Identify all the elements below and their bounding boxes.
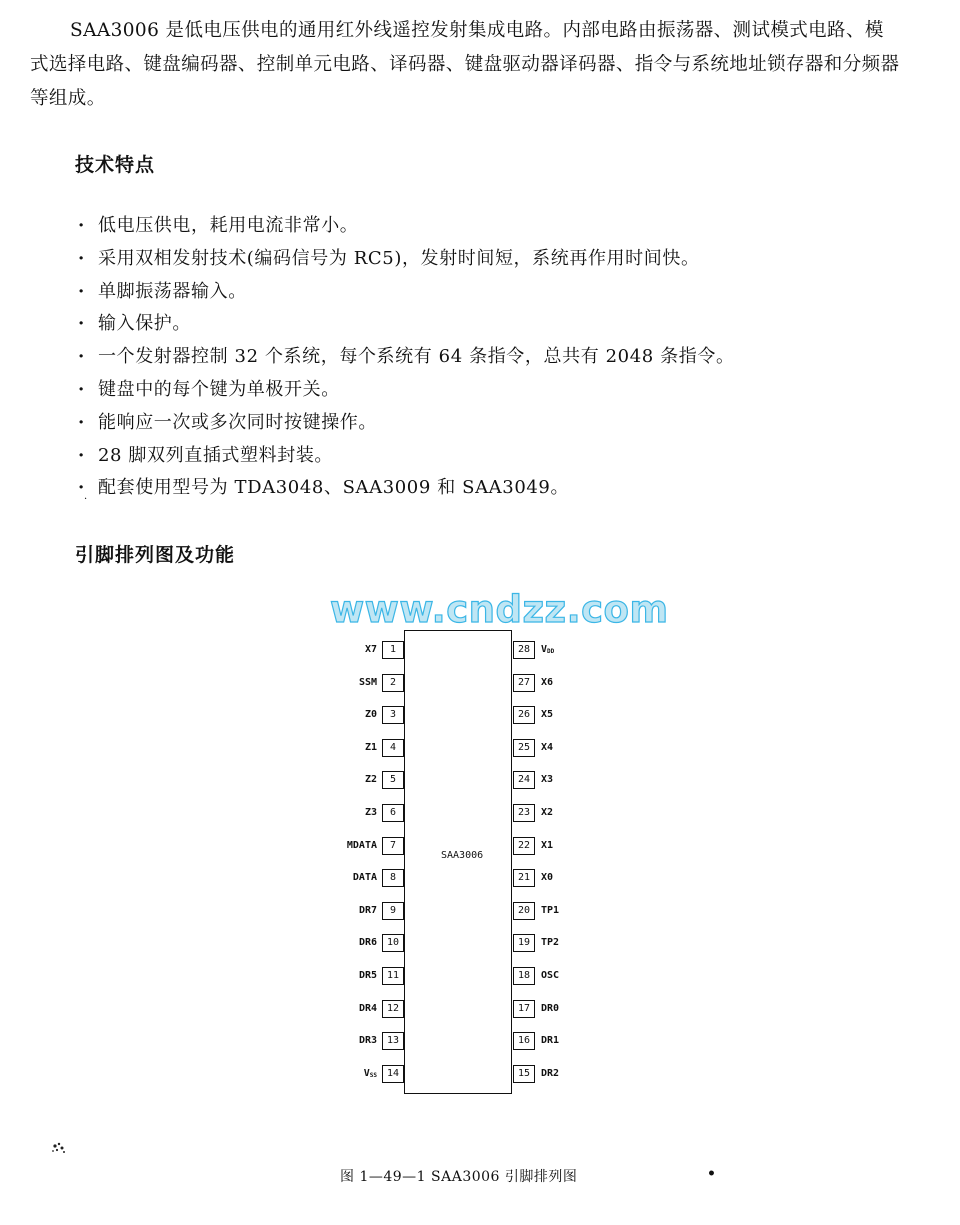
feature-text: 一个发射器控制 32 个系统，每个系统有 64 条指令，总共有 2048 条指令。 <box>98 346 735 368</box>
pin-label-subscript: SS <box>369 1071 377 1079</box>
pin-label-text: X3 <box>541 774 554 786</box>
pin-number: 26 <box>513 706 535 724</box>
pin-label <box>317 706 377 724</box>
pin-number: 17 <box>513 1000 535 1018</box>
feature-item <box>78 276 735 309</box>
feature-item <box>78 472 735 505</box>
feature-item <box>78 407 735 440</box>
pin-label-text: X0 <box>541 872 554 884</box>
pin-label-text: V <box>363 1067 370 1079</box>
pin-label <box>541 967 559 985</box>
pin-label-text: Z0 <box>364 709 377 721</box>
section-title-features: 技术特点 <box>75 154 156 176</box>
pin-label-text: DR5 <box>358 970 377 981</box>
feature-list <box>78 210 735 505</box>
pin-label <box>541 804 553 822</box>
intro-paragraph: SAA3006 是低电压供电的通用红外线遥控发射集成电路。内部电路由振荡器、测试模式电路、模式选择电路、键盘编码器、控制单元电路、译码器、键盘驱动器译码器、指令与系统地址锁存器和分频器等组成。 <box>30 20 900 109</box>
feature-text: 输入保护。 <box>98 313 191 335</box>
pin-label <box>317 967 377 985</box>
pin-label-text: OSC <box>541 970 560 981</box>
pin-label-text: MDATA <box>346 839 377 851</box>
scan-speck-icon <box>50 1140 70 1156</box>
pin-label-text: DR2 <box>541 1067 560 1079</box>
pin-label <box>317 1032 377 1050</box>
pin-label <box>541 641 554 661</box>
pin-label-text: Z1 <box>364 741 377 753</box>
pin-label-text: DR7 <box>358 904 377 916</box>
pin-label-text: DATA <box>352 872 377 884</box>
pin-label-text: DR3 <box>358 1035 377 1047</box>
pin-label-text: X5 <box>541 709 554 721</box>
pin-number: 21 <box>513 869 535 887</box>
pin-label <box>317 837 377 855</box>
pin-number: 10 <box>382 934 404 952</box>
pin-label <box>541 1065 559 1083</box>
pin-label-text: Z2 <box>364 774 377 786</box>
pin-label-text: Z3 <box>364 807 377 818</box>
pin-number: 3 <box>382 706 404 724</box>
bullet-mark: · <box>78 247 85 269</box>
pin-number: 24 <box>513 771 535 789</box>
bullet-mark: · <box>78 215 85 236</box>
caption-dot: • <box>707 1166 716 1182</box>
bullet-mark: · <box>78 378 85 400</box>
pin-label <box>317 771 377 789</box>
feature-text: 能响应一次或多次同时按键操作。 <box>98 411 377 433</box>
pin-number: 2 <box>382 674 404 692</box>
feature-item <box>78 308 735 341</box>
feature-item <box>78 440 735 473</box>
pin-label <box>317 1065 377 1085</box>
pin-number: 22 <box>513 837 535 855</box>
bullet-mark: · <box>78 280 85 302</box>
pin-number: 5 <box>382 771 404 789</box>
pin-number: 28 <box>513 641 535 659</box>
bullet-mark: · <box>78 444 85 466</box>
pin-label-text: X7 <box>364 644 377 655</box>
pin-label <box>541 674 553 692</box>
pin-label-text: X1 <box>541 839 554 851</box>
pin-number: 23 <box>513 804 535 822</box>
bullet-mark: · <box>78 477 85 499</box>
pin-label <box>317 674 377 692</box>
pin-label-text: TP1 <box>541 904 560 916</box>
figure-caption: 图 1—49—1 SAA3006 引脚排列图 <box>340 1169 578 1185</box>
pin-label <box>541 706 553 724</box>
pin-number: 16 <box>513 1032 535 1050</box>
pin-label <box>541 869 553 887</box>
pin-label <box>317 902 377 920</box>
pin-label-text: X6 <box>541 676 554 688</box>
pin-label <box>541 739 553 757</box>
feature-item <box>78 341 735 374</box>
pin-number: 20 <box>513 902 535 920</box>
pin-number: 12 <box>382 1000 404 1018</box>
feature-item <box>78 243 735 276</box>
pin-label-text: X2 <box>541 807 554 818</box>
pin-label <box>317 869 377 887</box>
pin-label-text: DR0 <box>541 1002 560 1014</box>
feature-item <box>78 374 735 407</box>
pin-label-text: V <box>541 644 548 655</box>
pin-number: 27 <box>513 674 535 692</box>
pin-number: 1 <box>382 641 404 659</box>
section-title-pinout: 引脚排列图及功能 <box>75 544 236 566</box>
pin-label-subscript: DD <box>547 648 555 655</box>
stray-dot: · <box>84 494 88 505</box>
bullet-mark: · <box>78 411 85 433</box>
pin-number: 4 <box>382 739 404 757</box>
chip-body <box>404 630 512 1094</box>
pin-label <box>317 804 377 822</box>
pin-label <box>317 641 377 659</box>
pin-label <box>541 837 553 855</box>
pin-number: 8 <box>382 869 404 887</box>
feature-text: 低电压供电，耗用电流非常小。 <box>98 215 359 236</box>
pin-label <box>541 1032 559 1050</box>
feature-item <box>78 210 735 243</box>
feature-text: 采用双相发射技术(编码信号为 RC5)，发射时间短，系统再作用时间快。 <box>98 247 700 269</box>
bullet-mark: · <box>78 313 85 335</box>
pin-label-text: DR6 <box>358 937 377 949</box>
pin-number: 18 <box>513 967 535 985</box>
feature-text: 单脚振荡器输入。 <box>98 280 247 302</box>
pin-label <box>541 902 559 920</box>
pin-label-text: TP2 <box>541 937 560 949</box>
pin-label <box>317 739 377 757</box>
feature-text: 配套使用型号为 TDA3048、SAA3009 和 SAA3049。 <box>98 477 570 499</box>
pin-number: 25 <box>513 739 535 757</box>
pin-label-text: DR1 <box>541 1035 560 1047</box>
pin-number: 6 <box>382 804 404 822</box>
pin-label-text: X4 <box>541 741 554 753</box>
pin-label <box>541 771 553 789</box>
feature-text: 键盘中的每个键为单极开关。 <box>98 378 340 400</box>
pin-number: 14 <box>382 1065 404 1083</box>
pin-number: 19 <box>513 934 535 952</box>
pin-number: 15 <box>513 1065 535 1083</box>
feature-text: 28 脚双列直插式塑料封装。 <box>98 444 334 466</box>
watermark: www.cndzz.com <box>330 588 669 631</box>
pin-label <box>541 934 559 952</box>
pin-label <box>317 1000 377 1018</box>
bullet-mark: · <box>78 346 85 368</box>
pin-label-text: DR4 <box>358 1002 377 1014</box>
pin-label-text: SSM <box>358 676 377 688</box>
pin-number: 7 <box>382 837 404 855</box>
pin-number: 13 <box>382 1032 404 1050</box>
pin-number: 9 <box>382 902 404 920</box>
pin-number: 11 <box>382 967 404 985</box>
chip-name: SAA3006 <box>441 850 484 861</box>
pin-label <box>317 934 377 952</box>
pin-label <box>541 1000 559 1018</box>
